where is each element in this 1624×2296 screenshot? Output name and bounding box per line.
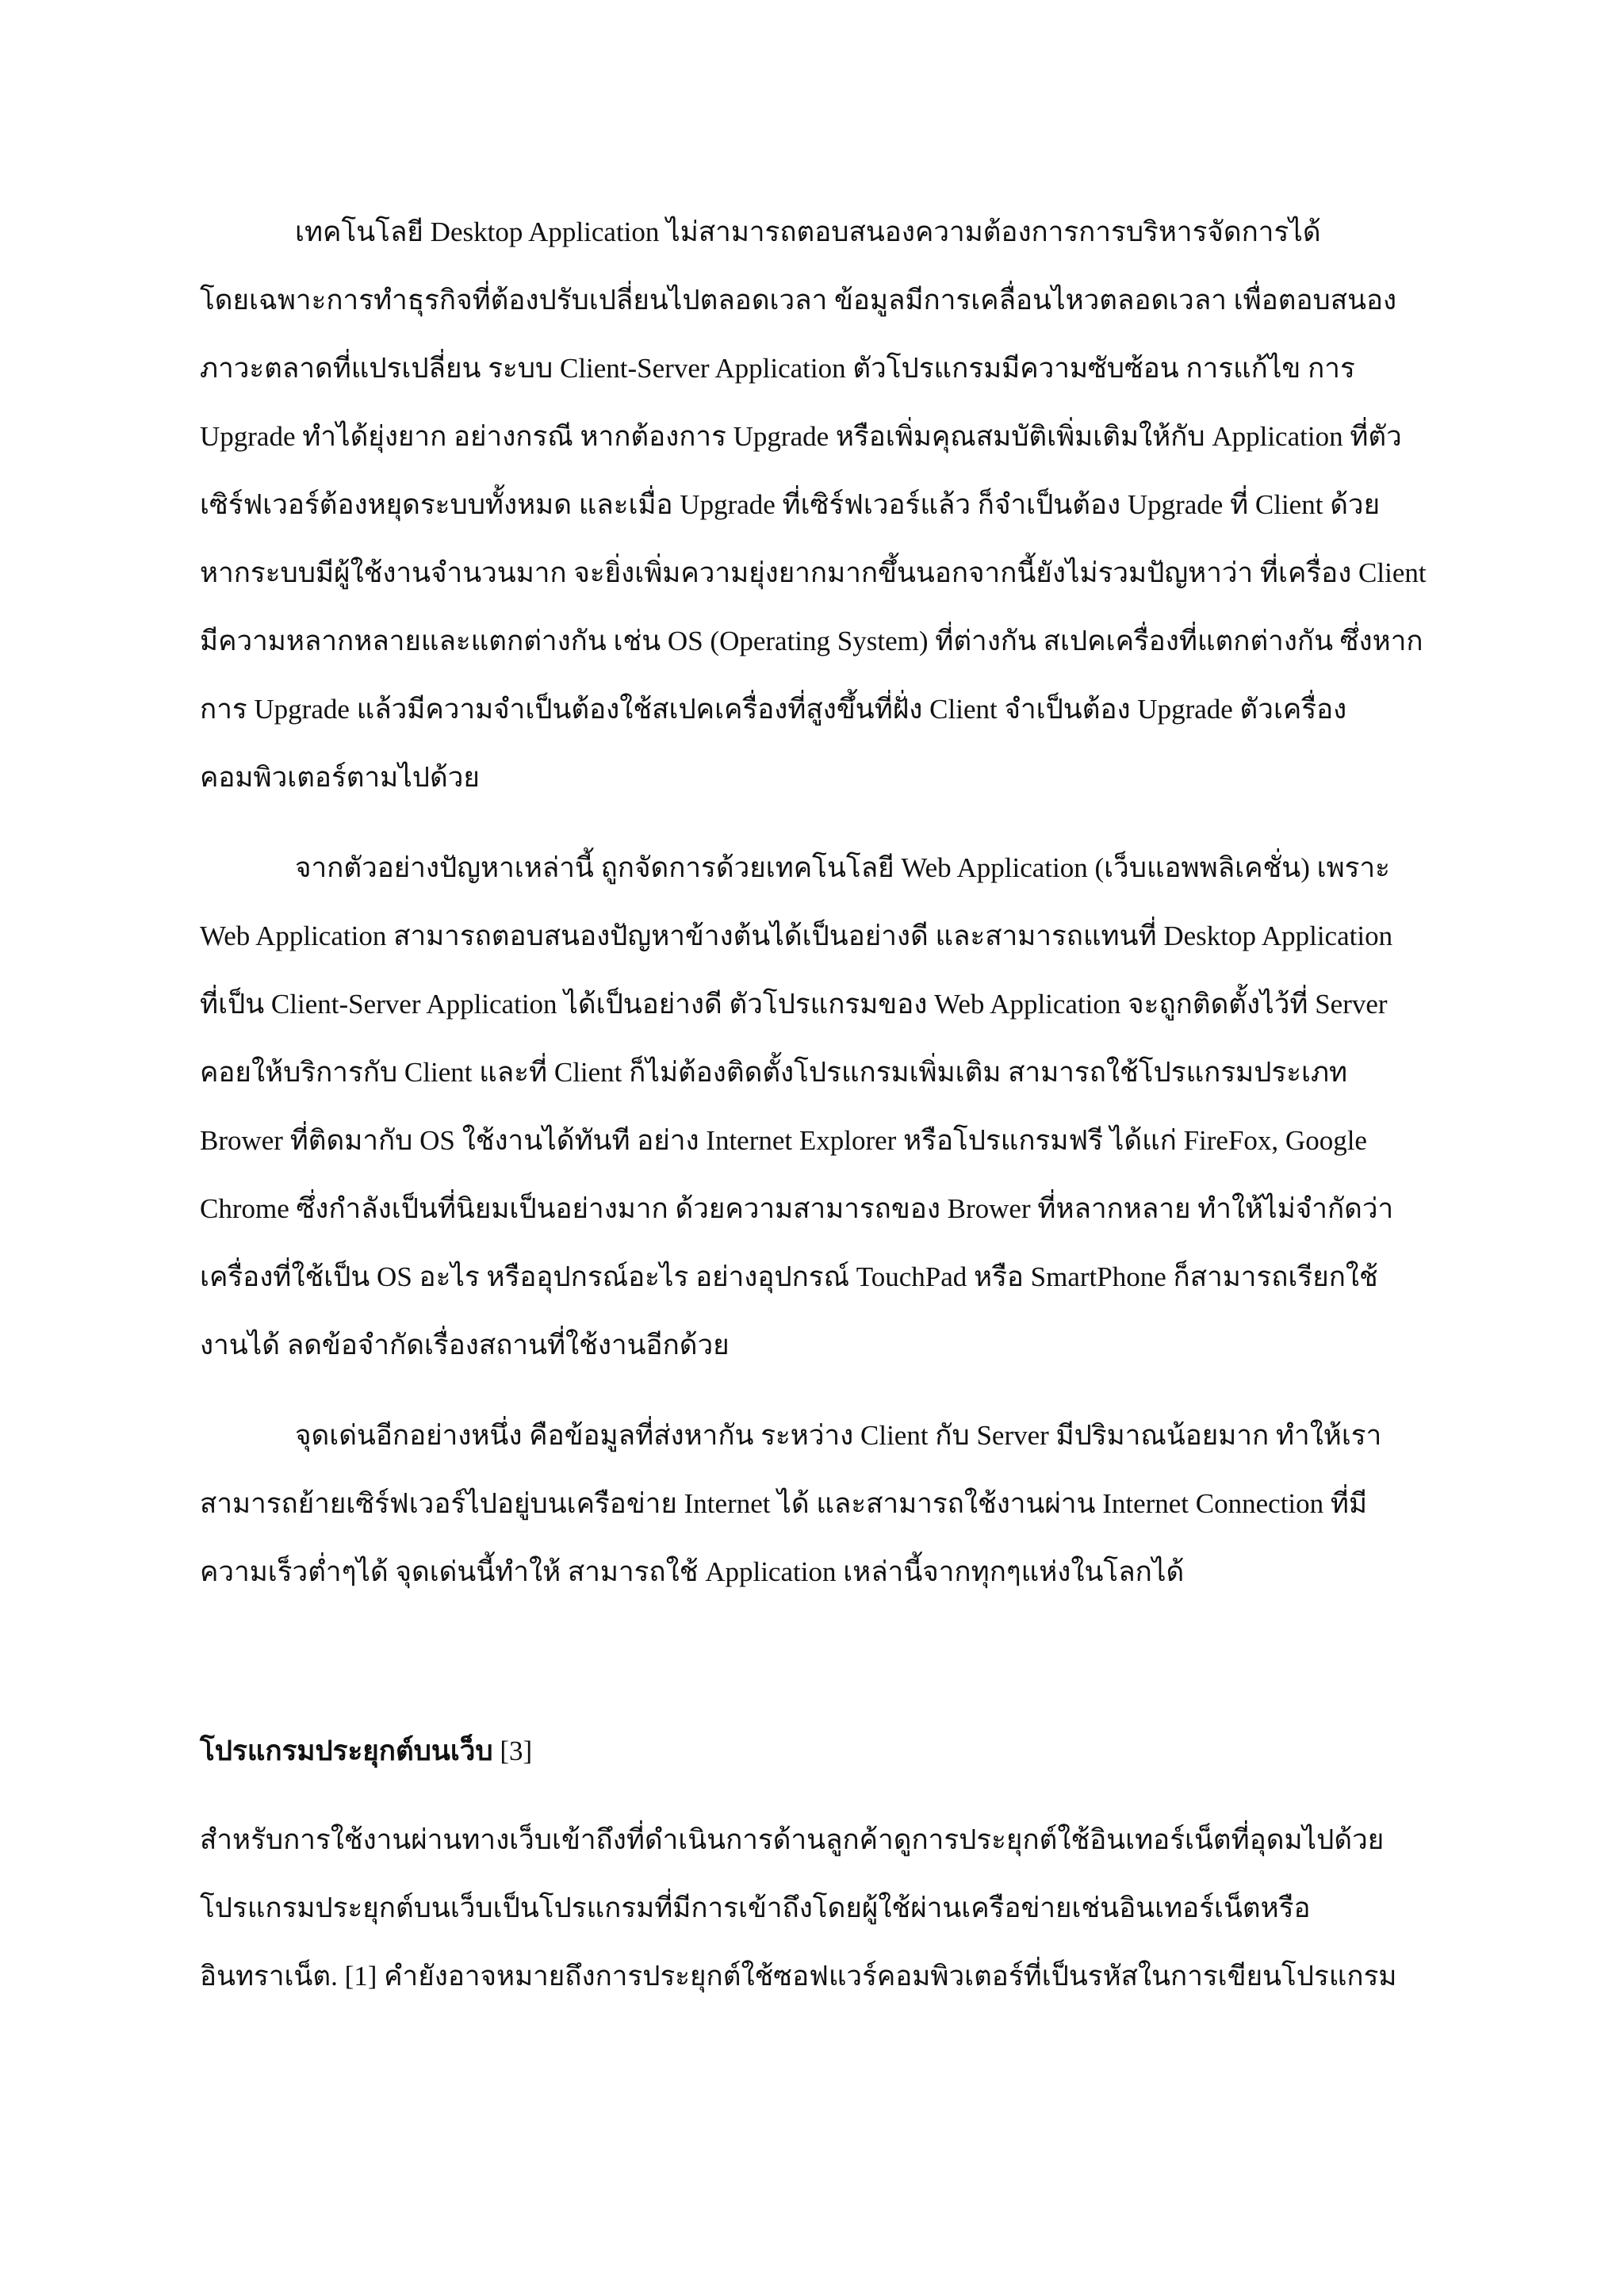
- text-line: จุดเด่นอีกอย่างหนึ่ง คือข้อมูลที่ส่งหากัน ระหว่าง Client กับ Server มีปริมาณน้อยมาก ทำให้เรา: [295, 1420, 1382, 1451]
- text-line: เครื่องที่ใช้เป็น OS อะไร หรืออุปกรณ์อะไร อย่างอุปกรณ์ TouchPad หรือ SmartPhone ก็สามารถเรียกใช้: [200, 1261, 1378, 1292]
- text-line: งานได้ ลดข้อจำกัดเรื่องสถานที่ใช้งานอีกด้วย: [200, 1330, 730, 1360]
- paragraph-web-application: [200, 834, 1429, 1380]
- text-line: สำหรับการใช้งานผ่านทางเว็บเข้าถึงที่ดำเนินการด้านลูกค้าดูการประยุกต์ใช้อินเทอร์เน็ตที่อุดมไปด้วย: [200, 1824, 1385, 1855]
- text-line: หากระบบมีผู้ใช้งานจำนวนมาก จะยิ่งเพิ่มความยุ่งยากมากขึ้นนอกจากนี้ยังไม่รวมปัญหาว่า ที่เครื่อง Client: [200, 557, 1427, 588]
- text-line: โดยเฉพาะการทำธุรกิจที่ต้องปรับเปลี่ยนไปตลอดเวลา ข้อมูลมีการเคลื่อนไหวตลอดเวลา เพื่อตอบสนอง: [200, 285, 1397, 316]
- text-line: จากตัวอย่างปัญหาเหล่านี้ ถูกจัดการด้วยเทคโนโลยี Web Application (เว็บแอพพลิเคชั่น) เพราะ: [295, 852, 1390, 883]
- text-line: ความเร็วต่ำๆได้ จุดเด่นนี้ทำให้ สามารถใช้ Application เหล่านี้จากทุกๆแห่งในโลกได้: [200, 1556, 1185, 1587]
- text-line: สามารถย้ายเซิร์ฟเวอร์ไปอยู่บนเครือข่าย Internet ได้ และสามารถใช้งานผ่าน Internet Connection ที่มี: [200, 1488, 1368, 1519]
- text-line: อินทราเน็ต. [1] คำยังอาจหมายถึงการประยุกต์ใช้ซอฟแวร์คอมพิวเตอร์ที่เป็นรหัสในการเขียนโปรแกรม: [200, 1961, 1397, 1992]
- text-line: เซิร์ฟเวอร์ต้องหยุดระบบทั้งหมด และเมื่อ Upgrade ที่เซิร์ฟเวอร์แล้ว ก็จำเป็นต้อง Upgrade ที่ Client ด้วย: [200, 489, 1381, 520]
- section-heading-title: โปรแกรมประยุกต์บนเว็บ: [200, 1735, 493, 1766]
- text-line: ที่เป็น Client-Server Application ได้เป็นอย่างดี ตัวโปรแกรมของ Web Application จะถูกติดตั้งไว้ที่ Server: [200, 989, 1388, 1020]
- section-spacer: [200, 1628, 1429, 1717]
- text-line: Web Application สามารถตอบสนองปัญหาข้างต้นได้เป็นอย่างดี และสามารถแทนที่ Desktop Application: [200, 920, 1393, 951]
- text-line: Chrome ซึ่งกำลังเป็นที่นิยมเป็นอย่างมาก ด้วยความสามารถของ Brower ที่หลากหลาย ทำให้ไม่จำกัดว่า: [200, 1193, 1394, 1224]
- text-line: Upgrade ทำได้ยุ่งยาก อย่างกรณี หากต้องการ Upgrade หรือเพิ่มคุณสมบัติเพิ่มเติมให้กับ Application ที่ตัว: [200, 421, 1402, 452]
- paragraph-web-programs: [200, 1806, 1429, 2011]
- section-heading-reference: [3]: [492, 1735, 533, 1766]
- paragraph-advantages: [200, 1402, 1429, 1606]
- text-line: เทคโนโลยี Desktop Application ไม่สามารถตอบสนองความต้องการการบริหารจัดการได้: [295, 216, 1321, 247]
- text-line: โปรแกรมประยุกต์บนเว็บเป็นโปรแกรมที่มีการเข้าถึงโดยผู้ใช้ผ่านเครือข่ายเช่นอินเทอร์เน็ตหรือ: [200, 1892, 1311, 1923]
- paragraph-desktop-application: [200, 198, 1429, 812]
- document-page: [200, 198, 1429, 2033]
- text-line: Brower ที่ติดมากับ OS ใช้งานได้ทันที อย่าง Internet Explorer หรือโปรแกรมฟรี ได้แก่ FireFox, Google: [200, 1125, 1367, 1156]
- text-line: คอมพิวเตอร์ตามไปด้วย: [200, 762, 480, 793]
- text-line: มีความหลากหลายและแตกต่างกัน เช่น OS (Operating System) ที่ต่างกัน สเปคเครื่องที่แตกต่างกัน ซึ่งหาก: [200, 626, 1423, 656]
- text-line: ภาวะตลาดที่แปรเปลี่ยน ระบบ Client-Server Application ตัวโปรแกรมมีความซับซ้อน การแก้ไข การ: [200, 353, 1355, 384]
- text-line: คอยให้บริการกับ Client และที่ Client ก็ไม่ต้องติดตั้งโปรแกรมเพิ่มเติม สามารถใช้โปรแกรมประเภท: [200, 1057, 1348, 1088]
- text-line: การ Upgrade แล้วมีความจำเป็นต้องใช้สเปคเครื่องที่สูงขึ้นที่ฝั่ง Client จำเป็นต้อง Upgrade ตัวเครื่อง: [200, 694, 1347, 725]
- section-heading: [200, 1717, 1429, 1785]
